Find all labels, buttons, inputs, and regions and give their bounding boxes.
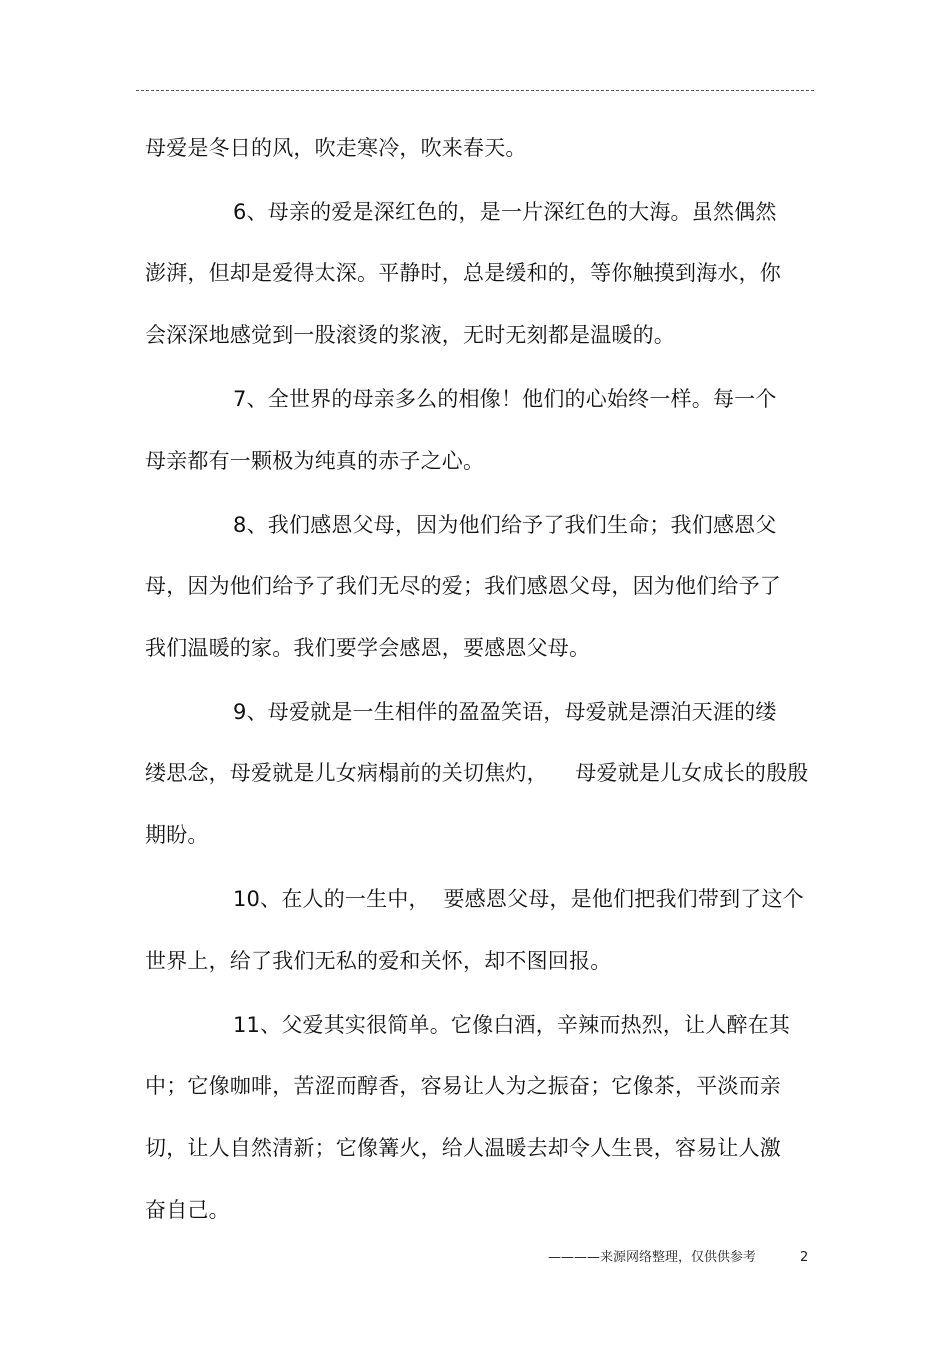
paragraph-8-line-2: 母，因为他们给予了我们无尽的爱；我们感恩父母，因为他们给予了 — [145, 574, 781, 598]
paragraph-10-line-2: 世界上，给了我们无私的爱和关怀，却不图回报。 — [145, 949, 612, 973]
paragraph-7-line-1: 7、全世界的母亲多么的相像！他们的心始终一样。每一个 — [233, 387, 777, 411]
page-number: 2 — [800, 1250, 809, 1265]
paragraph-9-line-1: 9、母爱就是一生相伴的盈盈笑语，母爱就是漂泊天涯的缕 — [233, 700, 777, 724]
paragraph-6-line-3: 会深深地感觉到一股滚烫的浆液，无时无刻都是温暖的。 — [145, 323, 675, 347]
paragraph-7-line-2: 母亲都有一颗极为纯真的赤子之心。 — [145, 449, 485, 473]
paragraph-9-line-3: 期盼。 — [145, 823, 209, 847]
paragraph-8-line-3: 我们温暖的家。我们要学会感恩，要感恩父母。 — [145, 636, 591, 660]
paragraph-11-line-4: 奋自己。 — [145, 1198, 230, 1222]
paragraph-9-line-2: 缕思念，母爱就是儿女病榻前的关切焦灼， 母爱就是儿女成长的殷殷 — [145, 761, 809, 785]
header-divider — [136, 90, 814, 91]
paragraph-11-line-1: 11、父爱其实很简单。它像白酒，辛辣而热烈，让人醉在其 — [233, 1013, 791, 1037]
footer-source-note: ————来源网络整理，仅供供参考 — [548, 1250, 757, 1265]
paragraph-8-line-1: 8、我们感恩父母，因为他们给予了我们生命；我们感恩父 — [233, 513, 777, 537]
paragraph-6-line-1: 6、母亲的爱是深红色的，是一片深红色的大海。虽然偶然 — [233, 200, 777, 224]
paragraph-11-line-3: 切，让人自然清新；它像篝火，给人温暖去却令人生畏，容易让人激 — [145, 1136, 781, 1160]
text-line: 母爱是冬日的风，吹走寒冷，吹来春天。 — [145, 136, 527, 160]
paragraph-11-line-2: 中；它像咖啡，苦涩而醇香，容易让人为之振奋；它像茶，平淡而亲 — [145, 1074, 781, 1098]
paragraph-10-line-1: 10、在人的一生中， 要感恩父母，是他们把我们带到了这个 — [233, 887, 804, 911]
paragraph-6-line-2: 澎湃，但却是爱得太深。平静时，总是缓和的，等你触摸到海水，你 — [145, 261, 781, 285]
